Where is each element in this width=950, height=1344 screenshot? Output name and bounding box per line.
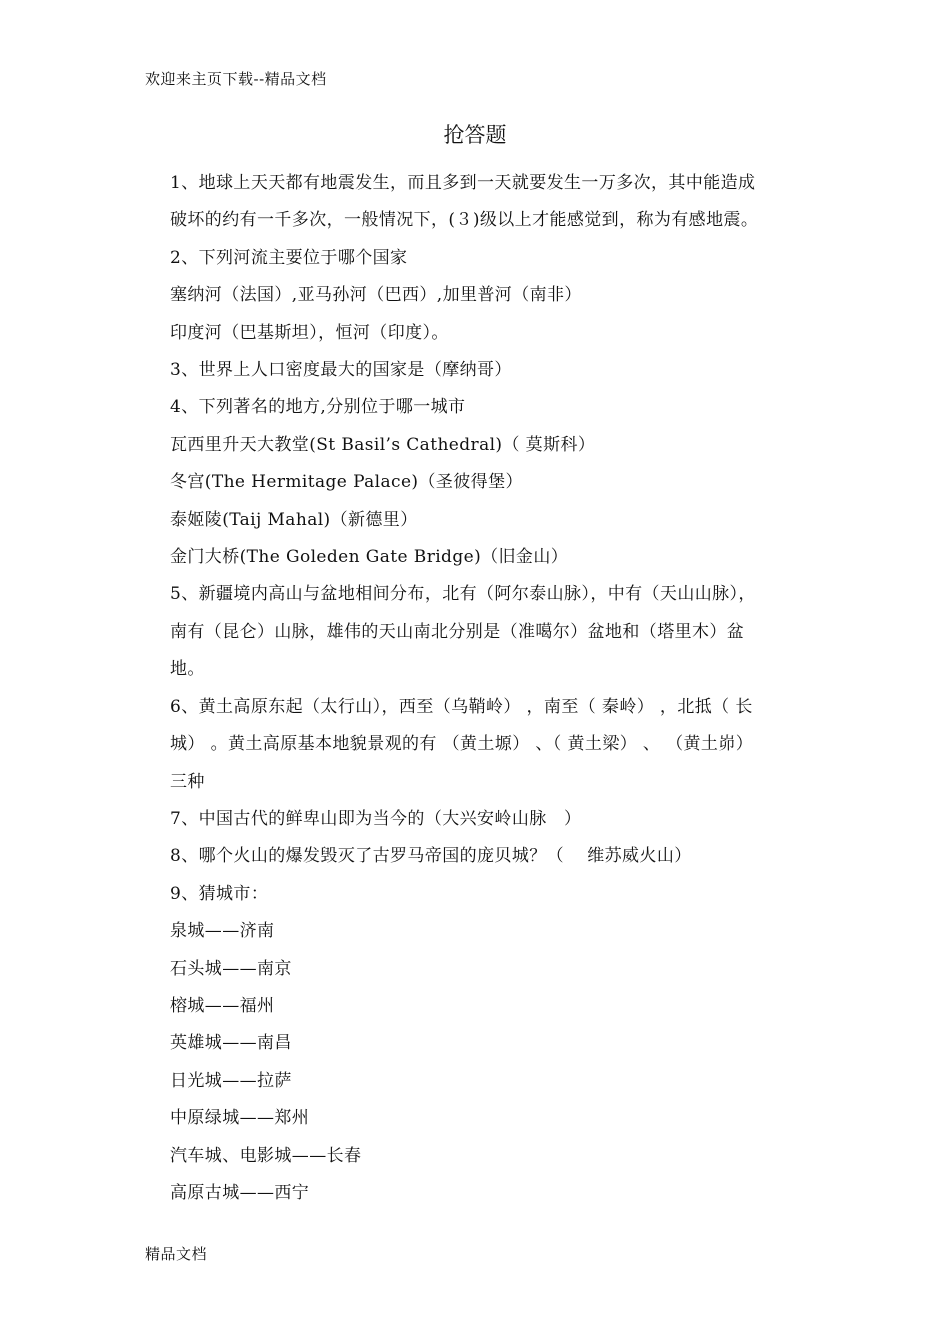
text-line: 日光城——拉萨: [170, 1070, 292, 1091]
text-line: 1、地球上天天都有地震发生，而且多到一天就要发生一万多次，其中能造成: [170, 173, 756, 193]
text-line: 南有（昆仑）山脉，雄伟的天山南北分别是（准噶尔）盆地和（塔里木）盆: [170, 621, 745, 642]
text-line: 榕城——福州: [170, 995, 275, 1016]
page-title: 抢答题: [443, 123, 507, 147]
text-line: 7、中国古代的鲜卑山即为当今的（大兴安岭山脉 ）: [170, 808, 582, 829]
text-line: 城） 。黄土高原基本地貌景观的有 （黄土塬） 、（ 黄土梁） 、 （黄土峁）: [170, 734, 754, 755]
text-line: 瓦西里升天大教堂(St Basil’s Cathedral)（ 莫斯科）: [170, 434, 596, 455]
text-line: 汽车城、电影城——长春: [170, 1145, 362, 1166]
text-line: 印度河（巴基斯坦），恒河（印度）。: [170, 322, 449, 343]
text-line: 破坏的约有一千多次，一般情况下，(３)级以上才能感觉到，称为有感地震。: [170, 210, 759, 231]
text-line: 8、哪个火山的爆发毁灭了古罗马帝国的庞贝城？（ 维苏威火山）: [170, 846, 692, 867]
text-line: 英雄城——南昌: [170, 1033, 292, 1054]
text-line: 三种: [170, 771, 205, 792]
text-line: 地。: [170, 659, 205, 680]
text-line: 3、世界上人口密度最大的国家是（摩纳哥）: [170, 360, 512, 381]
header-note: 欢迎来主页下载--精品文档: [145, 70, 327, 88]
document-body: [170, 165, 810, 1212]
text-line: 9、猜城市：: [170, 883, 269, 904]
text-line: 2、下列河流主要位于哪个国家: [170, 247, 408, 268]
text-line: 金门大桥(The Goleden Gate Bridge)（旧金山）: [170, 547, 569, 568]
text-line: 泰姬陵(Taij Mahal)（新德里）: [170, 509, 418, 530]
text-line: 冬宫(The Hermitage Palace)（圣彼得堡）: [170, 472, 523, 493]
text-line: 中原绿城——郑州: [170, 1108, 310, 1129]
text-line: 高原古城——西宁: [170, 1182, 310, 1203]
text-line: 泉城——济南: [170, 921, 275, 942]
text-line: 石头城——南京: [170, 958, 292, 979]
text-line: 5、新疆境内高山与盆地相间分布，北有（阿尔泰山脉），中有（天山山脉），: [170, 584, 756, 605]
text-line: 塞纳河（法国）,亚马孙河（巴西）,加里普河（南非）: [170, 285, 582, 306]
text-line: 4、下列著名的地方,分别位于哪一城市: [170, 397, 466, 418]
text-line: 6、黄土高原东起（太行山），西至（乌鞘岭） ，南至（ 秦岭） ，北抵（ 长: [170, 696, 753, 717]
footer-note: 精品文档: [145, 1245, 208, 1263]
